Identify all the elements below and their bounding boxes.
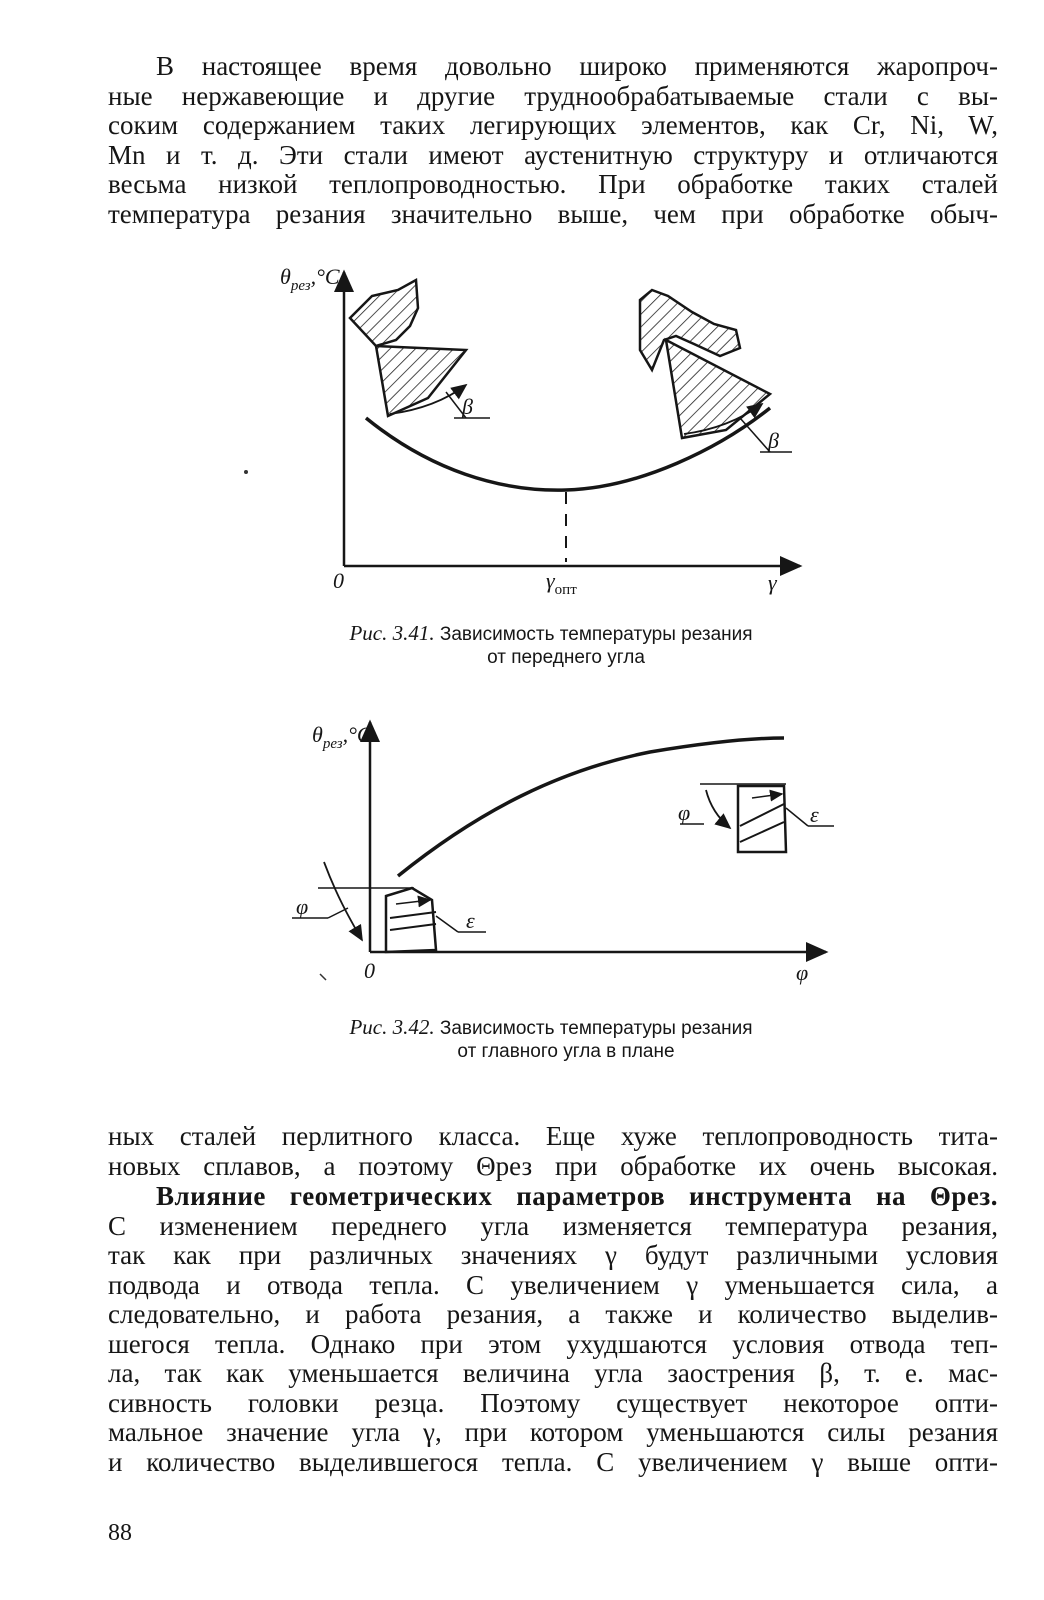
eps-left-label: ε	[466, 908, 475, 933]
stray-tick	[320, 974, 326, 980]
y-axis-label: $\theta_{рез},^\circ C$	[280, 264, 340, 294]
beta-right-label: β	[768, 428, 779, 453]
paragraph-bottom-2	[108, 1182, 998, 1477]
caption-number: Рис. 3.42.	[349, 1015, 435, 1039]
text-line: соким содержанием таких легирующих элементов, как Cr, Ni, W,	[108, 110, 998, 140]
text-line: подвода и отвода тепла. С увеличением γ уменьшается сила, а	[108, 1269, 998, 1300]
text-line: и количество выделившегося тепла. С увеличением γ выше опти-	[108, 1446, 998, 1477]
caption-text: Зависимость температуры резания	[439, 1018, 753, 1039]
figure-3-41	[280, 264, 800, 598]
caption-number: Рис. 3.41.	[349, 621, 435, 645]
text-line: шегося тепла. Однако при этом ухудшаются условия отвода теп-	[108, 1328, 998, 1359]
phi-left-label: φ	[296, 894, 309, 919]
stray-dot	[244, 470, 248, 474]
left-insert-sketch	[292, 862, 486, 952]
caption-line	[286, 1016, 816, 1040]
caption-line	[286, 622, 816, 646]
page-number: 88	[108, 1520, 132, 1546]
beta-left-label: β	[462, 394, 473, 419]
x-opt-label: $\gamma_{опт}$	[546, 568, 577, 598]
figure-3-42	[292, 722, 834, 985]
text-line: ных сталей перлитного класса. Еще хуже теплопроводность тита-	[108, 1121, 998, 1151]
temperature-curve	[398, 738, 784, 876]
text-line: следовательно, и работа резания, а также и количество выделив-	[108, 1299, 998, 1329]
section-heading: Влияние геометрических параметров инструмента на Θрез.	[156, 1181, 998, 1211]
text-line: мальное значение угла γ, при котором уменьшаются силы резания	[108, 1417, 998, 1447]
text-line: температура резания значительно выше, чем при обработке обыч-	[108, 198, 998, 229]
text-line: В настоящее время довольно широко применяются жаропроч-	[156, 51, 998, 81]
x-axis-label: γ	[768, 570, 777, 595]
text-line: новых сплавов, а поэтому Θрез при обработке их очень высокая.	[108, 1150, 998, 1181]
caption-text-line2: от главного угла в плане	[457, 1041, 675, 1062]
text-line: весьма низкой теплопроводностью. При обработке таких сталей	[108, 169, 998, 199]
origin-label: 0	[364, 958, 375, 983]
text-line: сивность головки резца. Поэтому существует некоторое опти-	[108, 1387, 998, 1418]
figure-3-42-caption	[286, 1016, 816, 1063]
eps-right-label: ε	[810, 802, 819, 827]
caption-text-line2: от переднего угла	[487, 647, 645, 668]
text-line: ные нержавеющие и другие труднообрабатываемые стали с вы-	[108, 80, 998, 111]
y-axis-label: $\theta_{рез},^\circ C$	[312, 722, 372, 752]
origin-label: 0	[333, 568, 344, 593]
paragraph-bottom-1	[108, 1122, 998, 1181]
text-line: так как при различных значениях γ будут различными условия	[108, 1240, 998, 1270]
phi-right-label: φ	[678, 800, 691, 825]
text-line: Mn и т. д. Эти стали имеют аустенитную структуру и отличаются	[108, 139, 998, 170]
x-axis-label: φ	[796, 960, 809, 985]
text-line: С изменением переднего угла изменяется температура резания,	[108, 1210, 998, 1241]
figure-3-41-caption	[286, 622, 816, 669]
caption-text: Зависимость температуры резания	[439, 624, 753, 645]
text-line: ла, так как уменьшается величина угла заострения β, т. е. мас-	[108, 1358, 998, 1388]
